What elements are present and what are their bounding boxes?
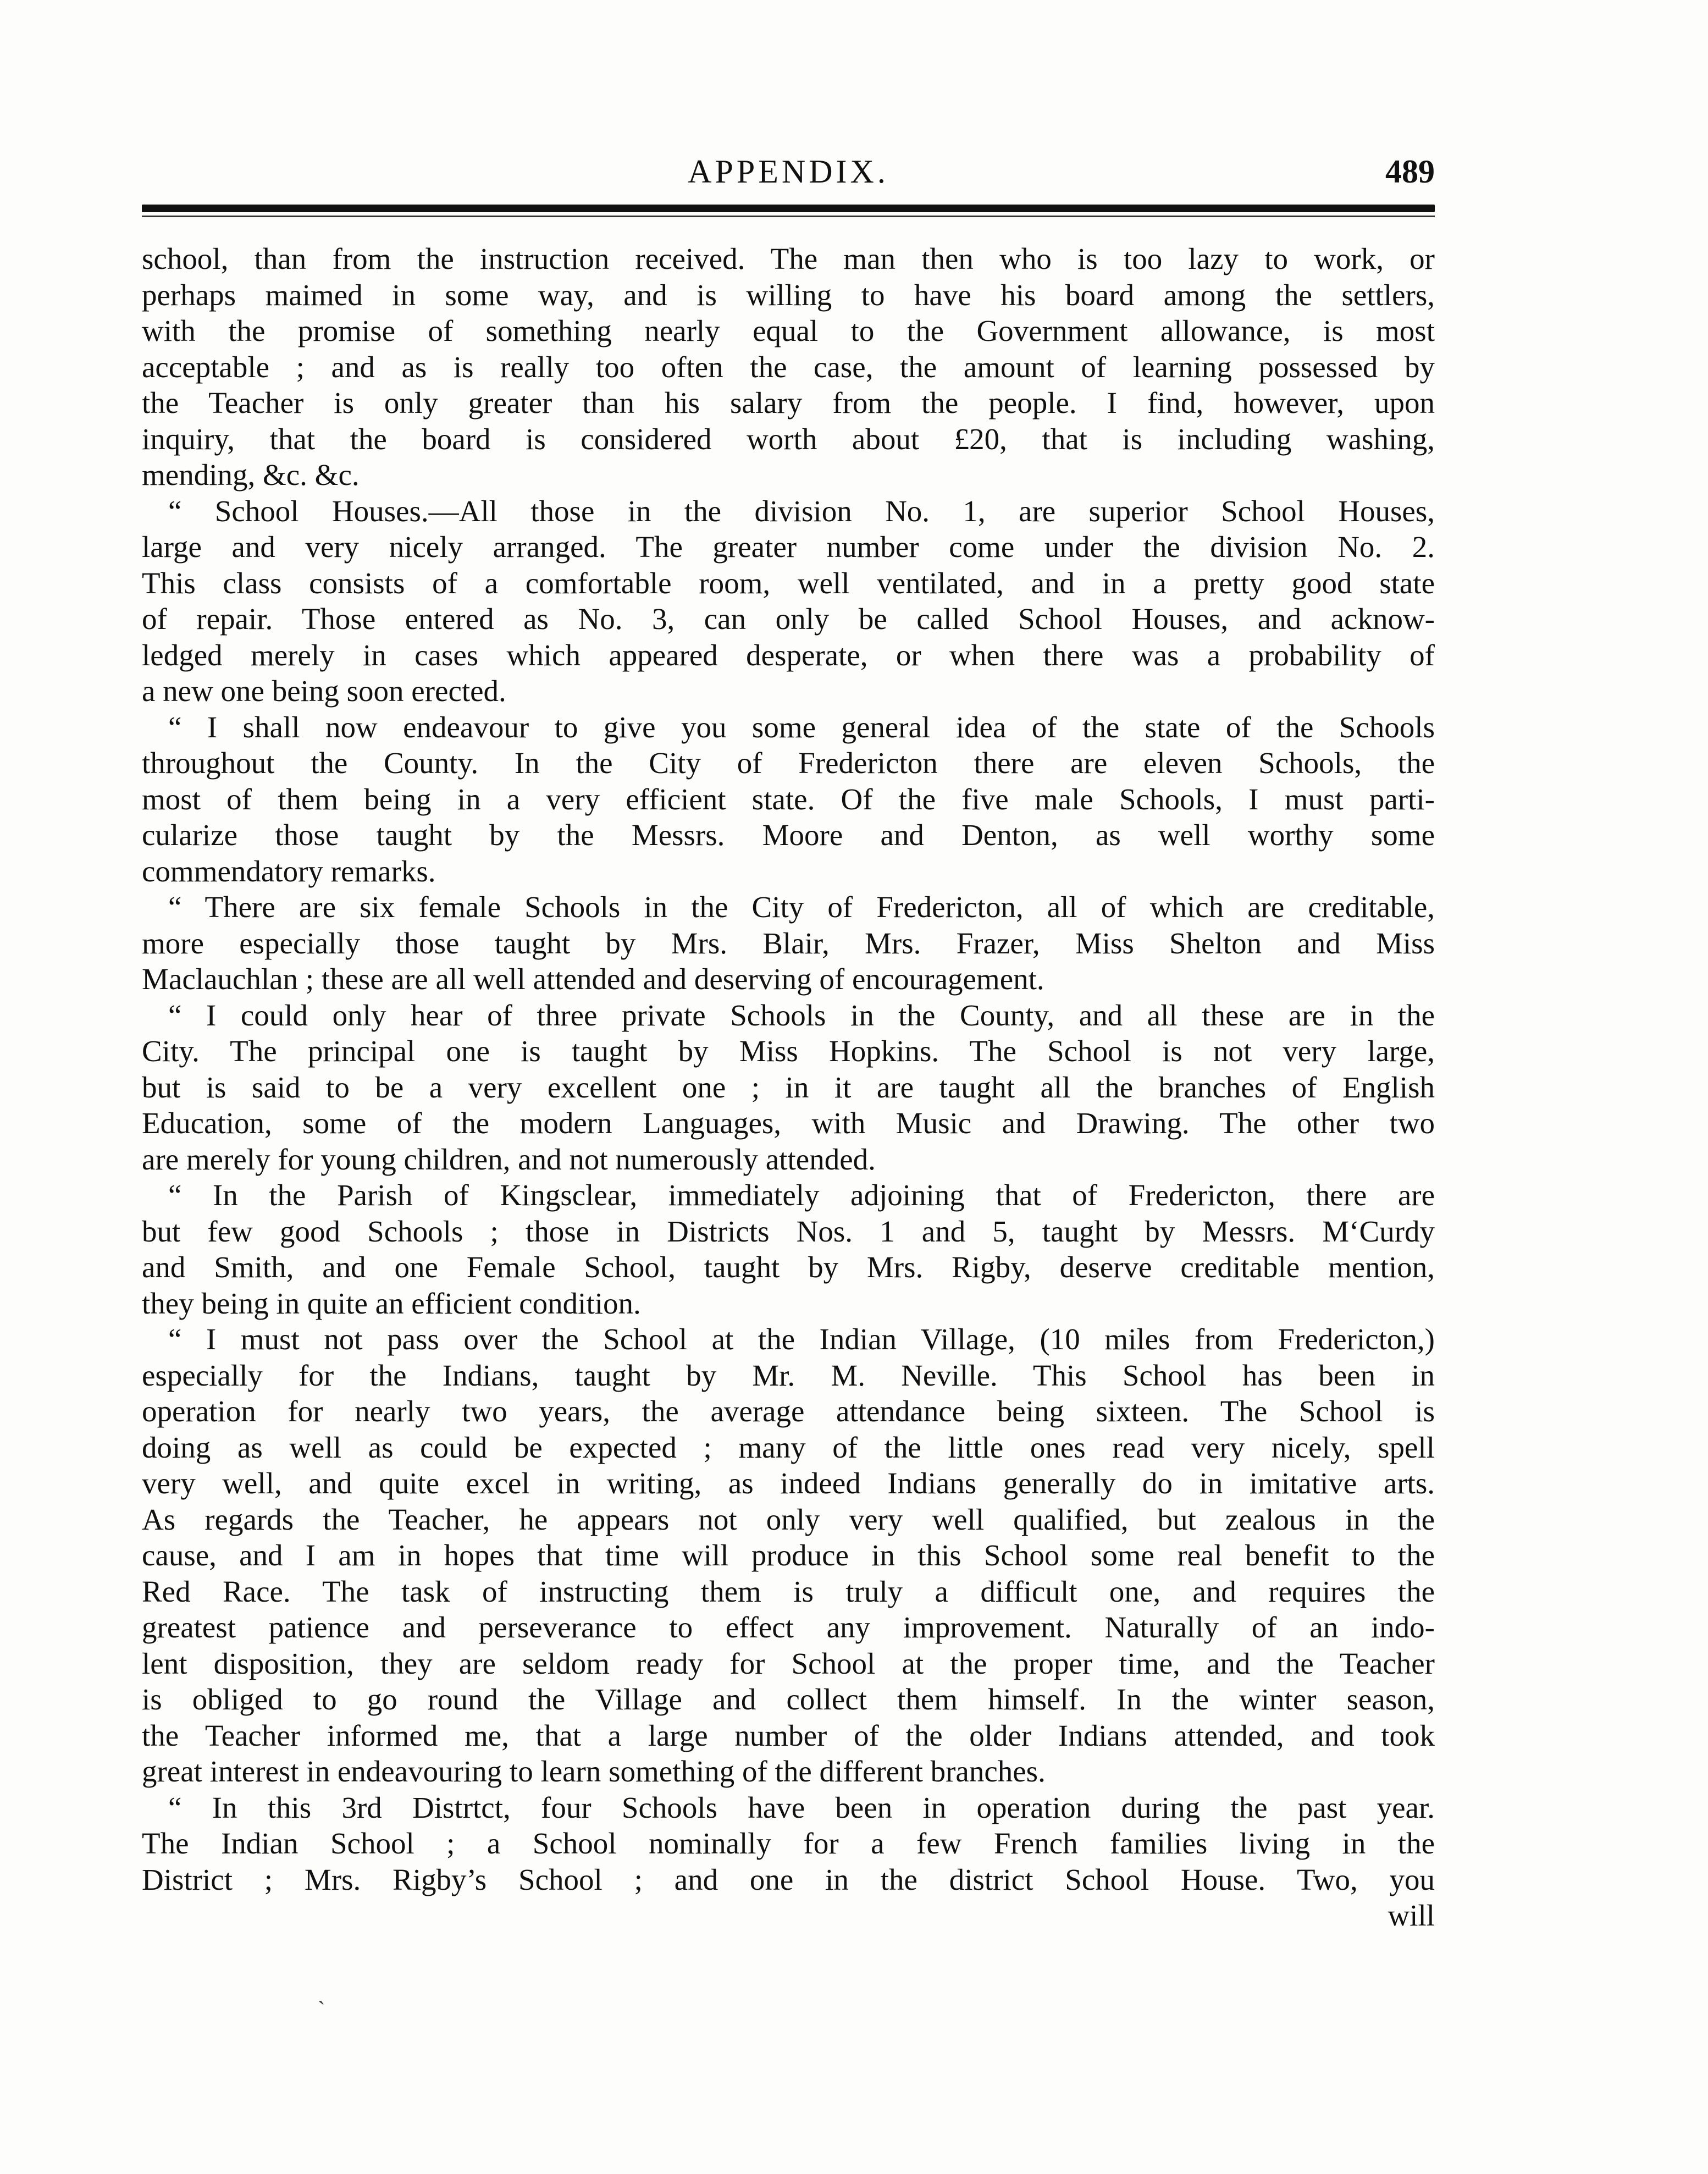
text-line: cause, and I am in hopes that time will produce in this School some real benefit to the xyxy=(142,1538,1435,1572)
text-line: of repair. Those entered as No. 3, can only be called School Houses, and acknow- xyxy=(142,602,1435,636)
text-line: school, than from the instruction received. The man then who is too lazy to work, or xyxy=(142,242,1435,275)
text-line: “ School Houses.—All those in the division No. 1, are superior School Houses, xyxy=(168,494,1435,528)
header-rule-thin xyxy=(142,216,1435,217)
text-line: acceptable ; and as is really too often the case, the amount of learning possessed by xyxy=(142,350,1435,384)
text-line: “ There are six female Schools in the City of Fredericton, all of which are creditable, xyxy=(168,890,1435,924)
text-line: but is said to be a very excellent one ; in it are taught all the branches of English xyxy=(142,1070,1435,1104)
text-line: lent disposition, they are seldom ready for School at the proper time, and the Teacher xyxy=(142,1646,1435,1680)
text-line: “ I could only hear of three private Schools in the County, and all these are in the xyxy=(168,998,1435,1032)
text-line: most of them being in a very efficient state. Of the five male Schools, I must parti- xyxy=(142,782,1435,816)
text-line: perhaps maimed in some way, and is willing to have his board among the settlers, xyxy=(142,278,1435,312)
text-line: As regards the Teacher, he appears not only very well qualified, but zealous in the xyxy=(142,1502,1435,1536)
text-line: large and very nicely arranged. The greater number come under the division No. 2. xyxy=(142,530,1435,564)
stray-ink-mark: ˏ xyxy=(318,1980,325,2005)
text-line: “ In this 3rd Distrtct, four Schools have been in operation during the past year. xyxy=(168,1790,1435,1824)
catchword: will xyxy=(1388,1899,1435,1932)
text-line: District ; Mrs. Rigby’s School ; and one in the district School House. Two, you xyxy=(142,1862,1435,1896)
running-head xyxy=(142,150,1435,194)
page-title: APPENDIX. xyxy=(688,153,889,190)
text-line: Red Race. The task of instructing them is truly a difficult one, and requires the xyxy=(142,1574,1435,1608)
text-line: Education, some of the modern Languages, with Music and Drawing. The other two xyxy=(142,1106,1435,1140)
text-line: is obliged to go round the Village and collect them himself. In the winter season, xyxy=(142,1682,1435,1716)
body-text xyxy=(142,241,1435,1934)
text-line: This class consists of a comfortable room, well ventilated, and in a pretty good state xyxy=(142,566,1435,600)
text-line: especially for the Indians, taught by Mr. M. Neville. This School has been in xyxy=(142,1358,1435,1392)
text-line: doing as well as could be expected ; many of the little ones read very nicely, spell xyxy=(142,1430,1435,1464)
text-line: very well, and quite excel in writing, as indeed Indians generally do in imitative arts. xyxy=(142,1466,1435,1500)
text-line: operation for nearly two years, the average attendance being sixteen. The School is xyxy=(142,1394,1435,1428)
text-line: throughout the County. In the City of Fredericton there are eleven Schools, the xyxy=(142,746,1435,780)
text-line: with the promise of something nearly equal to the Government allowance, is most xyxy=(142,314,1435,347)
text-line: are merely for young children, and not numerously attended. xyxy=(142,1142,876,1176)
header-rule xyxy=(142,205,1435,212)
page-number: 489 xyxy=(1385,153,1435,190)
text-line: a new one being soon erected. xyxy=(142,674,506,708)
text-line: and Smith, and one Female School, taught by Mrs. Rigby, deserve creditable mention, xyxy=(142,1250,1435,1284)
text-line: inquiry, that the board is considered worth about £20, that is including washing, xyxy=(142,422,1435,456)
text-line: mending, &c. &c. xyxy=(142,458,360,492)
text-line: they being in quite an efficient condition. xyxy=(142,1286,641,1320)
text-line: greatest patience and perseverance to effect any improvement. Naturally of an indo- xyxy=(142,1610,1435,1644)
text-line: the Teacher informed me, that a large number of the older Indians attended, and took xyxy=(142,1718,1435,1752)
text-line: “ In the Parish of Kingsclear, immediately adjoining that of Fredericton, there are xyxy=(168,1178,1435,1212)
text-line: City. The principal one is taught by Miss Hopkins. The School is not very large, xyxy=(142,1034,1435,1068)
text-line: “ I must not pass over the School at the Indian Village, (10 miles from Fredericton,) xyxy=(168,1322,1435,1356)
text-line: ledged merely in cases which appeared desperate, or when there was a probability of xyxy=(142,638,1435,672)
text-line: cularize those taught by the Messrs. Moore and Denton, as well worthy some xyxy=(142,818,1435,852)
text-line: “ I shall now endeavour to give you some general idea of the state of the Schools xyxy=(168,710,1435,744)
text-line: commendatory remarks. xyxy=(142,854,436,888)
text-line: but few good Schools ; those in Districts Nos. 1 and 5, taught by Messrs. M‘Curdy xyxy=(142,1214,1435,1248)
text-line: more especially those taught by Mrs. Blair, Mrs. Frazer, Miss Shelton and Miss xyxy=(142,926,1435,960)
text-line: the Teacher is only greater than his salary from the people. I find, however, upon xyxy=(142,386,1435,420)
text-line: The Indian School ; a School nominally for a few French families living in the xyxy=(142,1827,1435,1860)
text-line: great interest in endeavouring to learn something of the different branches. xyxy=(142,1754,1046,1788)
text-line: Maclauchlan ; these are all well attended and deserving of encouragement. xyxy=(142,962,1044,996)
